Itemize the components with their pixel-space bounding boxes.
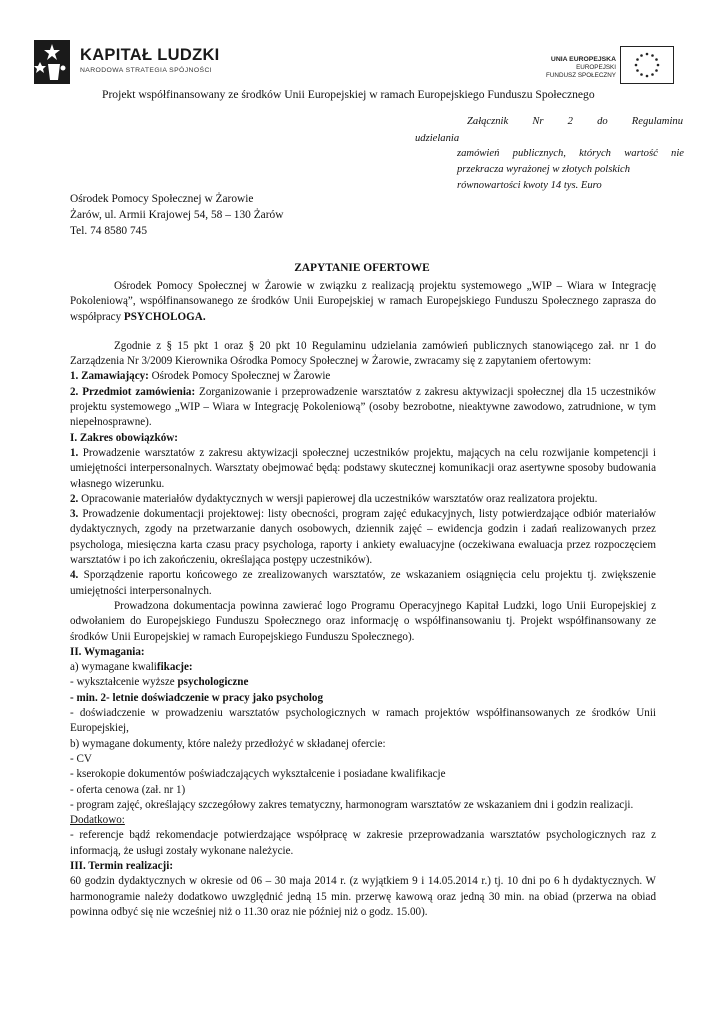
requirement-b: b) wymagane dokumenty, które należy przedłożyć w składanej ofercie:: [70, 737, 386, 750]
requirement-a1: [70, 675, 656, 690]
section-1-heading-text: I. Zakres obowiązków:: [70, 431, 178, 444]
eu-flag-icon: [620, 46, 674, 84]
annex-word: Nr: [532, 116, 544, 127]
duty-item-2-number: 2.: [70, 492, 79, 505]
annex-word: Załącznik: [467, 116, 509, 127]
logo-requirement-paragraph: Prowadzona dokumentacja powinna zawierać logo Programu Operacyjnego Kapitał Ludzki, logo Unii Europejskiej z odwołaniem do Europejskiego Funduszu Społecznego oraz informację o współfinansowaniu tj. Projekt współfinansowany ze środków Unii Europejskiej w ramach Europejskiego Funduszu Społecznego).: [70, 599, 656, 643]
annex-word: 2: [567, 116, 573, 127]
requirement-a-text: a) wymagane kwali: [70, 661, 157, 674]
requirement-b2: - kserokopie dokumentów poświadczających wykształcenie i posiadane kwalifikacje: [70, 768, 446, 781]
annex-word: Regulaminu: [631, 116, 683, 127]
requirement-b4: - program zajęć, określający szczegółowy zakres tematyczny, harmonogram warsztatów ze wskazaniem dni i godzin realizacji.: [70, 798, 634, 811]
point-2: [70, 385, 656, 431]
duty-item-3: [70, 507, 656, 568]
eu-label: [546, 56, 616, 80]
intro-bold: PSYCHOLOGA.: [123, 310, 206, 323]
duty-item-2: [70, 492, 656, 507]
additional-label: [70, 813, 656, 828]
document-body: [70, 279, 656, 920]
logo-title: KAPITAŁ LUDZKI: [80, 46, 220, 64]
eu-line-1: UNIA EUROPEJSKA: [550, 56, 616, 63]
additional-label-text: Dodatkowo:: [70, 814, 125, 827]
document-title: ZAPYTANIE OFERTOWE: [294, 262, 430, 274]
point-2-label: 2. Przedmiot zamówienia:: [70, 385, 196, 398]
address-line-2: Żarów, ul. Armii Krajowej 54, 58 – 130 Żarów: [70, 209, 284, 221]
requirement-a1-bold: psychologiczne: [177, 676, 249, 689]
requirement-a-bold: fikacje:: [156, 661, 193, 674]
header: [28, 34, 678, 94]
intro-paragraph: [70, 279, 656, 325]
eu-line-3: FUNDUSZ SPOŁECZNY: [546, 72, 616, 79]
duty-item-3-text: Prowadzenie dokumentacji projektowej: listy obecności, program zajęć edukacyjnych, listy potwierdzające odbiór materiałów dydaktycznych, zgody na przetwarzanie danych osobowych, dziennik zajęć – ewidencja godzin i zadań realizowanych przez psychologa, miesięczna karta czasu pracy psychologa, raporty i ankiety ewaluacyjne (oczekiwana ewaluacja przez rozpoczęciem warsztatów i po ich zakończeniu, określająca postępy uczestników).: [70, 508, 656, 567]
duty-item-4: [70, 568, 656, 599]
duty-item-4-number: 4.: [70, 569, 79, 582]
annex-line-1: [467, 116, 683, 127]
annex-line-5: równowartości kwoty 14 tys. Euro: [457, 180, 602, 191]
duty-item-3-number: 3.: [70, 508, 79, 521]
legal-paragraph: Zgodnie z § 15 pkt 1 oraz § 20 pkt 10 Regulaminu udzielania zamówień publicznych stanowiącego zał. nr 1 do Zarządzenia Nr 3/2009 Kierownika Ośrodka Pomocy Społecznej w Żarowie, zwracamy się z zapytaniem ofertowym:: [70, 339, 656, 368]
annex-line-4: przekracza wyrażonej w złotych polskich: [457, 164, 631, 175]
duty-item-4-text: Sporządzenie raportu końcowego ze zrealizowanych warsztatów, ze wskazaniem osiągnięcia celu projektu tj. zwiększenie umiejętności interpersonalnych.: [70, 569, 656, 597]
section-3-heading-text: III. Termin realizacji:: [70, 859, 174, 872]
intro-text: Ośrodek Pomocy Społecznej w Żarowie w związku z realizacją projektu systemowego „WIP – Wiara w Integrację Pokoleniową”, współfinansowanego ze środków Unii Europejskiej w ramach Europejskiego Funduszu Społecznego zaprasza do współpracy: [70, 280, 656, 323]
requirement-a2: [70, 691, 656, 706]
eu-line-2: EUROPEJSKI: [576, 64, 616, 71]
requirement-b1: - CV: [70, 752, 92, 765]
requirement-b3: - oferta cenowa (zał. nr 1): [70, 783, 186, 796]
section-3-heading: [70, 859, 656, 874]
annex-word: do: [597, 116, 608, 127]
section-1-heading: [70, 431, 656, 446]
point-1-label: 1. Zamawiający:: [70, 370, 149, 383]
duty-item-1-number: 1.: [70, 446, 79, 459]
additional-text: - referencje bądź rekomendacje potwierdzające współpracę w zakresie przeprowadzania warsztatów psychologicznych raz z informacją, że usługi zostały wykonane należycie.: [70, 829, 656, 857]
address-line-3: Tel. 74 8580 745: [70, 225, 148, 237]
point-2-text: Zorganizowanie i przeprowadzenie warsztatów z zakresu aktywizacji społecznej dla 15 uczestników projektu systemowego „WIP – Wiara w Integrację Pokoleniową” (osoby bezrobotne, nieaktywne zawodowo, zatrudnione, w tym niepełnosprawne).: [70, 385, 657, 429]
schedule-paragraph: 60 godzin dydaktycznych w okresie od 06 – 30 maja 2014 r. (z wyjątkiem 9 i 14.05.2014 r.) tj. 10 dni po 6 h dydaktycznych. W harmonogramie należy dodatkowo uwzględnić jedną 15 min. przerwę kawową oraz jedną 30 min. na obiad (przerwa na obiad powinna odbyć się nie wcześniej niż o 11.30 oraz nie później niż o godz. 15.00).: [70, 875, 656, 918]
requirement-a1-text: - wykształcenie wyższe: [70, 676, 178, 689]
duty-item-2-text: Opracowanie materiałów dydaktycznych w wersji papierowej dla uczestników warsztatów oraz realizatora projektu.: [78, 492, 598, 505]
address-line-1: Ośrodek Pomocy Społecznej w Żarowie: [70, 193, 254, 205]
duty-item-1-text: Prowadzenie warsztatów z zakresu aktywizacji społecznej uczestników projektu, mających na celu rozwijanie kompetencji i umiejętności interpersonalnych. Warsztaty obejmować będą: podstawy skutecznej komunikacji oraz asertywne sposoby budowania własnego wizerunku.: [70, 446, 656, 490]
requirement-a3: - doświadczenie w prowadzeniu warsztatów psychologicznych w ramach projektów współfinansowanych ze środków Unii Europejskiej,: [70, 707, 656, 735]
section-2-heading-text: II. Wymagania:: [70, 645, 145, 658]
logo-subtitle: NARODOWA STRATEGIA SPÓJNOŚCI: [80, 67, 213, 74]
annex-line-3: zamówień publicznych, których wartość nie: [457, 148, 684, 159]
project-cofinancing-line: Projekt współfinansowany ze środków Unii Europejskiej w ramach Europejskiego Funduszu Społecznego: [102, 88, 595, 101]
point-1-text: Ośrodek Pomocy Społecznej w Żarowie: [148, 370, 331, 383]
requirement-a: [70, 660, 656, 675]
duty-item-1: [70, 446, 656, 492]
requirement-a2-text: - min. 2- letnie doświadczenie w pracy jako psycholog: [70, 691, 323, 704]
section-2-heading: [70, 645, 656, 660]
point-1: [70, 369, 656, 384]
kapital-ludzki-logo-icon: [34, 40, 70, 84]
annex-line-2: udzielania: [415, 133, 460, 144]
